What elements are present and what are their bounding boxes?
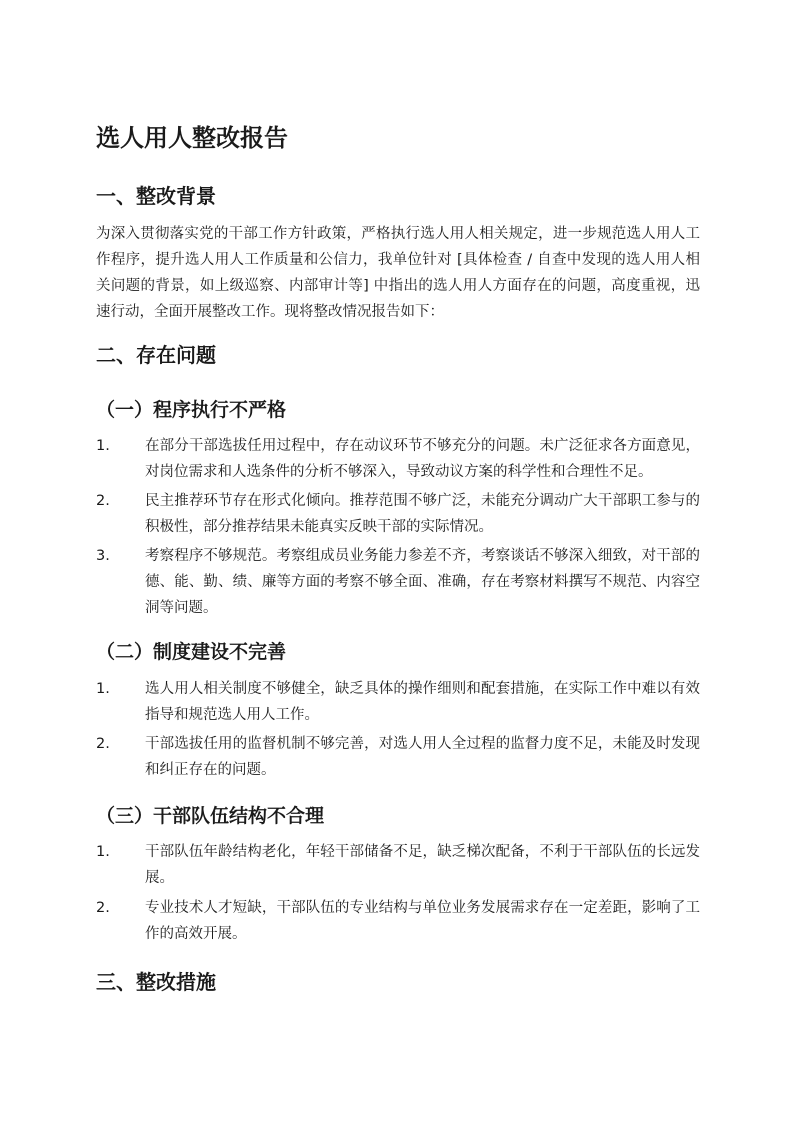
list-item-number: 1. <box>96 438 110 454</box>
list-item-text: 干部选拔任用的监督机制不够完善，对选人用人全过程的监督力度不足，未能及时发现和纠正存在的问题。 <box>145 736 700 778</box>
section-heading-measures: 三、整改措施 <box>96 970 216 994</box>
list-item <box>96 543 700 621</box>
list-item <box>96 488 700 540</box>
subsection-heading-system: （二）制度建设不完善 <box>96 641 287 663</box>
list-item-number: 3. <box>96 548 110 564</box>
list-item <box>96 839 700 891</box>
list-item-text: 民主推荐环节存在形式化倾向。推荐范围不够广泛，未能充分调动广大干部职工参与的积极性，部分推荐结果未能真实反映干部的实际情况。 <box>145 493 700 535</box>
subsection-heading-structure: （三）干部队伍结构不合理 <box>96 805 325 827</box>
list-item-text: 干部队伍年龄结构老化，年轻干部储备不足，缺乏梯次配备，不利于干部队伍的长远发展。 <box>145 844 700 886</box>
list-item-number: 2. <box>96 736 110 752</box>
list-item <box>96 676 700 728</box>
list-item-text: 选人用人相关制度不够健全，缺乏具体的操作细则和配套措施，在实际工作中难以有效指导和规范选人用人工作。 <box>145 681 700 723</box>
subsection-heading-procedure: （一）程序执行不严格 <box>96 399 287 421</box>
list-item <box>96 433 700 485</box>
list-item <box>96 731 700 783</box>
background-paragraph: 为深入贯彻落实党的干部工作方针政策，严格执行选人用人相关规定，进一步规范选人用人工作程序，提升选人用人工作质量和公信力，我单位针对 [具体检查 / 自查中发现的选人用人相关问题的背景，如上级巡察、内部审计等] 中指出的选人用人方面存在的问题，高度重视，迅速行动，全面开展整改工作。现将整改情况报告如下： <box>96 226 700 320</box>
list-item-number: 1. <box>96 844 110 860</box>
list-item <box>96 895 700 947</box>
document-title: 选人用人整改报告 <box>96 124 288 152</box>
section-heading-background: 一、整改背景 <box>96 184 216 208</box>
section-heading-problems: 二、存在问题 <box>96 343 216 367</box>
list-item-text: 专业技术人才短缺，干部队伍的专业结构与单位业务发展需求存在一定差距，影响了工作的高效开展。 <box>145 900 700 942</box>
list-item-text: 考察程序不够规范。考察组成员业务能力参差不齐，考察谈话不够深入细致，对干部的德、能、勤、绩、廉等方面的考察不够全面、准确，存在考察材料撰写不规范、内容空洞等问题。 <box>145 548 700 616</box>
list-item-number: 2. <box>96 493 110 509</box>
list-item-number: 1. <box>96 681 110 697</box>
list-item-number: 2. <box>96 900 110 916</box>
list-item-text: 在部分干部选拔任用过程中，存在动议环节不够充分的问题。未广泛征求各方面意见，对岗位需求和人选条件的分析不够深入，导致动议方案的科学性和合理性不足。 <box>145 438 700 480</box>
